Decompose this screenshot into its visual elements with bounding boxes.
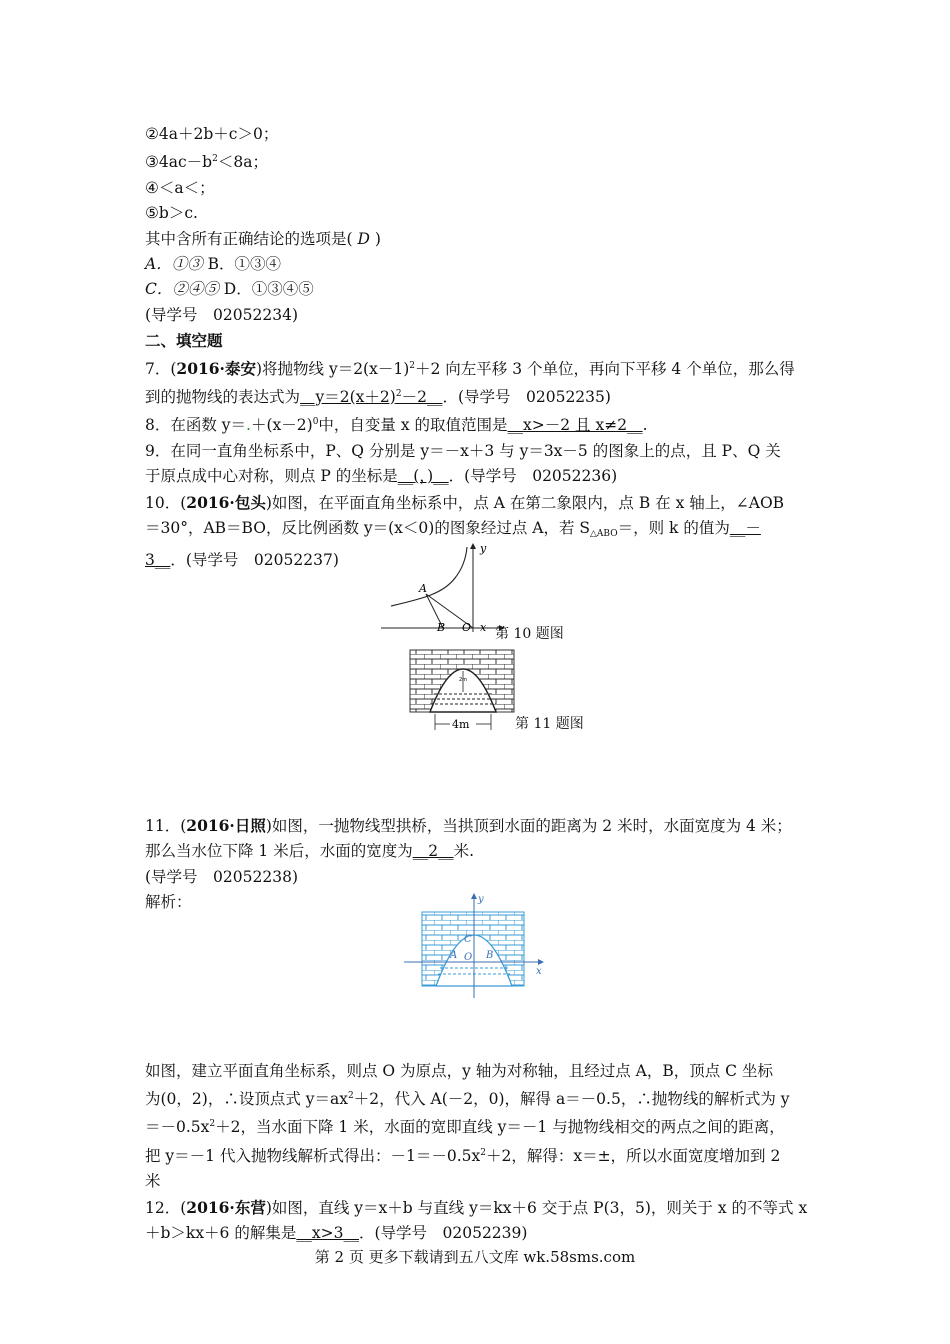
q12-answer: __x>3__ <box>296 1223 359 1242</box>
section-heading: 二、填空题 <box>145 331 223 351</box>
sol-label-x: x <box>536 966 542 977</box>
question-11-line1 <box>145 813 825 839</box>
condition-3-text: ③4ac－b <box>145 153 213 172</box>
height-label: 2m <box>459 677 468 683</box>
solution-line3 <box>145 1112 825 1140</box>
figure-11-bridge <box>408 644 518 736</box>
question-6-stem <box>145 227 825 252</box>
axis-y-arrow <box>471 893 477 899</box>
sol-l2-rest: ＋2，代入 A(－2，0)，解得 a＝－0.5，∴抛物线的解析式为 y <box>353 1089 790 1108</box>
question-7-line2 <box>145 382 825 410</box>
page-footer: 第 2 页 更多下载请到五八文库 wk.58sms.com <box>314 1248 636 1266</box>
question-9-line1: 9．在同一直角坐标系中，P、Q 分别是 y＝－x＋3 与 y＝3x－5 的图象上的点，且 P、Q 关 <box>145 441 781 460</box>
q8-text2: ＋(x－2) <box>250 416 313 435</box>
guide-number-11: (导学号 02052238) <box>145 867 298 886</box>
question-10-line1 <box>145 490 825 516</box>
condition-4: ④＜a＜； <box>145 178 215 197</box>
option-d: D．①③④⑤ <box>223 280 314 299</box>
sol-l3-sup: 2 <box>209 1119 216 1130</box>
q8-text1: 8．在函数 y＝ <box>145 416 247 435</box>
label-o: O <box>462 621 472 634</box>
question-12-line1 <box>145 1195 825 1221</box>
q12-num: 12．( <box>145 1198 187 1217</box>
q7-answer <box>300 388 442 406</box>
q7-guide: ．(导学号 02052235) <box>442 388 611 407</box>
q8-sup: 0 <box>312 417 319 428</box>
sol-l4: 把 y＝－1 代入抛物线解析式得出：－1＝－0.5x <box>145 1146 481 1165</box>
solution-line4 <box>145 1141 825 1169</box>
sol-label-c: C <box>464 934 472 945</box>
q9-text2: 于原点成中心对称，则点 P 的坐标是 <box>145 467 398 486</box>
sol-label-a: A <box>450 950 458 961</box>
sol-label-b: B <box>486 950 494 961</box>
analysis-label: 解析： <box>145 893 192 912</box>
solution-line5: 米 <box>145 1172 161 1191</box>
paren-close: ) <box>374 229 381 248</box>
question-text: 其中含所有正确结论的选项是( <box>145 229 353 248</box>
q7-text2: ＋2 向左平移 3 个单位，再向下平移 4 个单位，那么得 <box>415 359 795 378</box>
option-c: C．②④⑤ <box>145 280 224 299</box>
question-7-line1 <box>145 354 825 382</box>
condition-2: ②4a＋2b＋c＞0； <box>145 125 279 143</box>
sol-l3: ＝－0.5x <box>145 1118 210 1137</box>
q12-guide: ．(导学号 02052239) <box>358 1223 528 1242</box>
q10-answer-b: 3__ <box>145 550 171 569</box>
q7-num: 7．( <box>145 359 177 378</box>
q7-sup: 2 <box>409 360 415 371</box>
q7-text1: )将抛物线 y＝2(x－1) <box>255 359 410 378</box>
figure-10-diagram <box>381 542 506 634</box>
q10-source: 2016·包头 <box>186 492 266 512</box>
q11-text3: 米. <box>453 842 475 861</box>
q10-guide: ．(导学号 02052237) <box>170 550 339 569</box>
q7-text3: 到的抛物线的表达式为 <box>145 388 301 407</box>
q11-num: 11．( <box>145 816 187 835</box>
sol-l3-rest: ＋2，当水面下降 1 米，水面的宽即直线 y＝－1 与抛物线相交的两点之间的距离， <box>215 1118 785 1137</box>
guide-number-6: (导学号 02052234) <box>145 305 298 324</box>
q12-text2: ＋b＞kx＋6 的解集是 <box>145 1223 297 1242</box>
condition-3-rest: ＜8a； <box>217 153 268 172</box>
sol-label-o: O <box>464 952 473 963</box>
figure-11-caption: 第 11 题图 <box>515 716 584 732</box>
condition-5: ⑤b＞c. <box>145 204 198 223</box>
sol-l4-rest: ＋2，解得：x＝±，所以水面宽度增加到 2 <box>485 1146 781 1165</box>
q9-answer: __(，)__ <box>397 467 449 486</box>
sol-l2: 为(0，2)，∴设顶点式 y＝ax <box>145 1089 348 1108</box>
q10-sub: △ABO <box>590 529 618 540</box>
solution-line2 <box>145 1084 825 1112</box>
label-y: y <box>480 542 487 555</box>
question-12-line2 <box>145 1221 825 1246</box>
question-11-line2 <box>145 839 825 864</box>
q7-answer-sup: 2 <box>395 389 402 400</box>
condition-3 <box>145 147 825 175</box>
q12-text1: )如图，直线 y＝x＋b 与直线 y＝kx＋6 交于点 P(3，5)，则关于 x 的不等式 x <box>265 1198 808 1217</box>
superscript: 2 <box>212 154 218 165</box>
question-8 <box>145 410 825 438</box>
solution-line1: 如图，建立平面直角坐标系，则点 O 为原点，y 轴为对称轴，且经过点 A，B，顶点 C 坐标 <box>145 1061 773 1080</box>
label-b: B <box>437 621 446 634</box>
sol-l4-sup: 2 <box>480 1147 486 1158</box>
q10-text2: ＝30°，AB＝BO，反比例函数 y＝(x＜0)的图象经过点 A，若 S <box>145 519 590 538</box>
q11-source: 2016·日照 <box>186 815 266 835</box>
q10-num: 10．( <box>145 493 187 512</box>
width-label: 4m <box>452 718 470 731</box>
option-b: B．①③④ <box>207 255 282 274</box>
label-a: A <box>419 582 427 595</box>
options-ab <box>145 252 825 277</box>
q10-answer-a: __－ <box>729 519 761 538</box>
axis-x-arrow <box>538 959 544 965</box>
q10-text3: ＝，则 k 的值为 <box>617 519 730 538</box>
options-cd <box>145 277 825 302</box>
y-arrow <box>470 543 476 549</box>
q7-answer-b: －2__ <box>401 388 443 407</box>
answer-choice: D <box>357 229 370 248</box>
q11-text2: 那么当水位下降 1 米后，水面的宽度为 <box>145 842 413 861</box>
q9-guide: ．(导学号 02052236) <box>448 467 618 486</box>
sol-l2-sup: 2 <box>347 1090 354 1101</box>
q12-source: 2016·东营 <box>186 1197 266 1217</box>
hyperbola-curve <box>391 547 467 606</box>
q7-source: 2016·泰安 <box>176 358 256 378</box>
figure-10-caption: 第 10 题图 <box>495 626 564 642</box>
q8-text3: 中，自变量 x 的取值范围是 <box>318 416 508 435</box>
sol-label-y: y <box>478 894 484 905</box>
label-x: x <box>480 621 487 634</box>
solution-figure <box>402 890 546 1000</box>
q8-end: . <box>642 416 648 435</box>
q11-answer: __2__ <box>412 842 454 861</box>
q8-answer: __x>－2 且 x≠2__ <box>507 416 643 435</box>
q7-answer-a: __y＝2(x＋2) <box>300 388 396 407</box>
q8-dot: . <box>246 416 251 435</box>
option-a: A．①③ <box>145 255 208 274</box>
question-9-line2 <box>145 464 825 489</box>
q11-text1: )如图，一抛物线型拱桥，当拱顶到水面的距离为 2 米时，水面宽度为 4 米； <box>265 816 792 835</box>
q10-text1: )如图，在平面直角坐标系中，点 A 在第二象限内，点 B 在 x 轴上，∠AOB <box>265 493 785 512</box>
